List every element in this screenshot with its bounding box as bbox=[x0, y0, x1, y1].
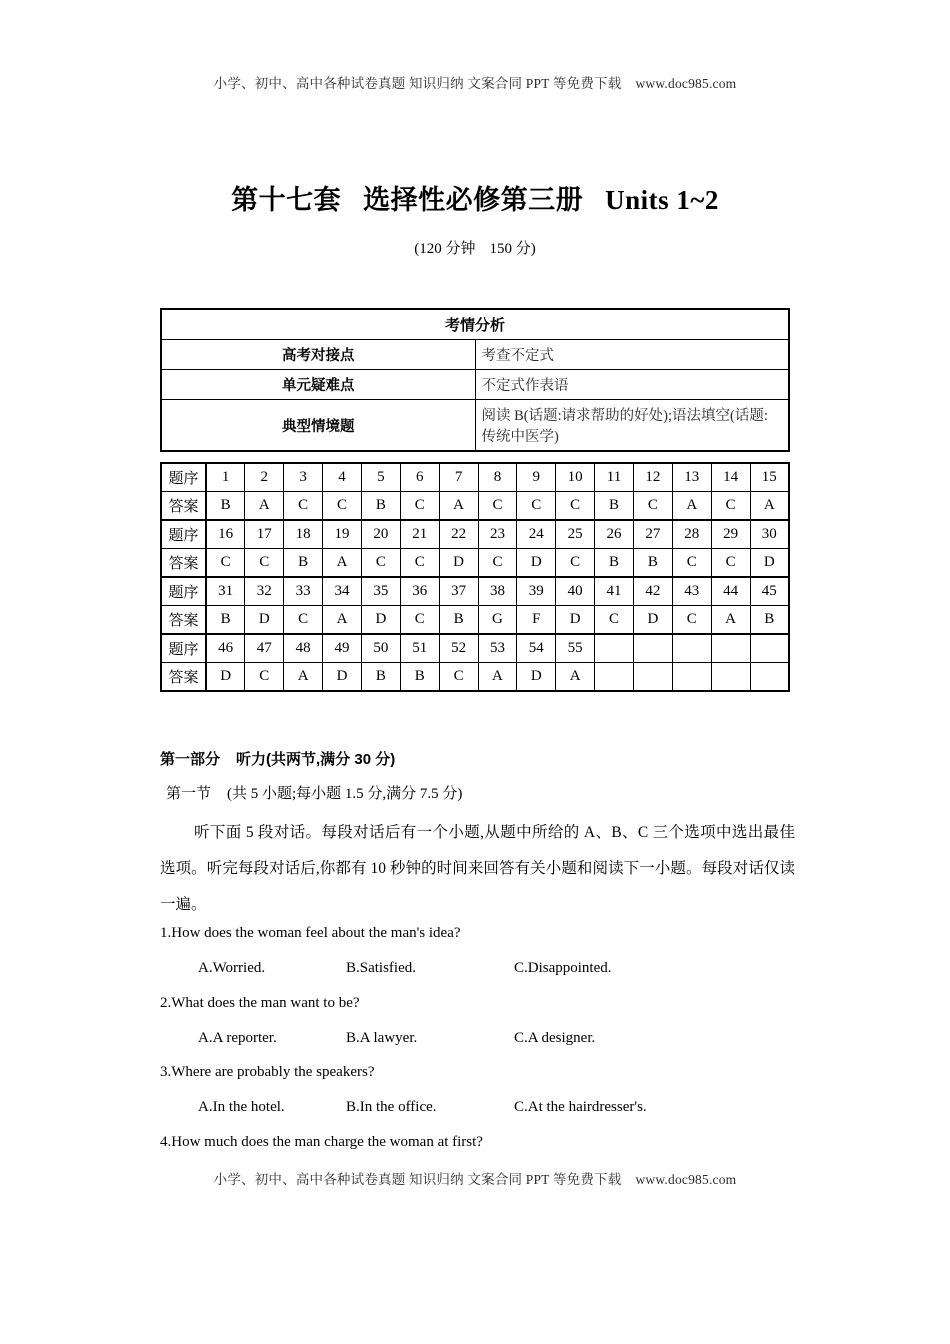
row-label-number: 题序 bbox=[161, 634, 206, 663]
answer-cell: A bbox=[284, 663, 323, 692]
answer-cell: C bbox=[517, 492, 556, 521]
answer-cell bbox=[711, 663, 750, 692]
question-number-cell: 1 bbox=[206, 463, 245, 492]
question-number-cell: 19 bbox=[323, 520, 362, 549]
table-row bbox=[161, 606, 789, 635]
answer-cell: B bbox=[400, 663, 439, 692]
answer-cell: C bbox=[595, 606, 634, 635]
question-number-cell: 51 bbox=[400, 634, 439, 663]
answer-cell: B bbox=[750, 606, 789, 635]
answer-cell: D bbox=[517, 663, 556, 692]
question-number-cell: 4 bbox=[323, 463, 362, 492]
question-number-cell: 40 bbox=[556, 577, 595, 606]
table-row bbox=[161, 663, 789, 692]
answer-cell: B bbox=[595, 492, 634, 521]
answer-cell: C bbox=[478, 492, 517, 521]
answer-cell: A bbox=[323, 549, 362, 578]
answer-cell: C bbox=[478, 549, 517, 578]
analysis-row bbox=[161, 370, 789, 400]
answer-cell: C bbox=[633, 492, 672, 521]
question-number-cell bbox=[633, 634, 672, 663]
title-book-label: 选择性必修第三册 bbox=[363, 185, 584, 215]
question-number-cell: 43 bbox=[672, 577, 711, 606]
answer-cell: A bbox=[245, 492, 284, 521]
question-number-cell: 34 bbox=[323, 577, 362, 606]
question-number-cell: 32 bbox=[245, 577, 284, 606]
answer-cell: A bbox=[478, 663, 517, 692]
question-number-cell: 14 bbox=[711, 463, 750, 492]
question-number-cell: 48 bbox=[284, 634, 323, 663]
analysis-row bbox=[161, 340, 789, 370]
analysis-row-value: 阅读 B(话题:请求帮助的好处);语法填空(话题:传统中医学) bbox=[475, 400, 789, 452]
question-number-cell: 24 bbox=[517, 520, 556, 549]
question-number-cell: 9 bbox=[517, 463, 556, 492]
question-number-cell: 42 bbox=[633, 577, 672, 606]
answer-cell: C bbox=[711, 549, 750, 578]
question-number-cell: 2 bbox=[245, 463, 284, 492]
answer-cell: B bbox=[206, 606, 245, 635]
answer-cell: C bbox=[284, 606, 323, 635]
table-row bbox=[161, 520, 789, 549]
question-number-cell: 29 bbox=[711, 520, 750, 549]
question-stem: 4.How much does the man charge the woman at first? bbox=[160, 1134, 483, 1150]
question-number-cell: 49 bbox=[323, 634, 362, 663]
answer-cell: C bbox=[400, 606, 439, 635]
answer-cell: D bbox=[323, 663, 362, 692]
question-number-cell: 23 bbox=[478, 520, 517, 549]
option-c[interactable]: C.Disappointed. bbox=[514, 960, 612, 976]
answer-cell: D bbox=[361, 606, 400, 635]
question-number-cell: 52 bbox=[439, 634, 478, 663]
watermark-text: 小学、初中、高中各种试卷真题 知识归纳 文案合同 PPT 等免费下载 bbox=[213, 76, 622, 91]
question-number-cell: 50 bbox=[361, 634, 400, 663]
question-options bbox=[160, 1099, 800, 1119]
question-number-cell: 45 bbox=[750, 577, 789, 606]
question-number-cell: 11 bbox=[595, 463, 634, 492]
watermark-text: 小学、初中、高中各种试卷真题 知识归纳 文案合同 PPT 等免费下载 bbox=[213, 1172, 622, 1187]
question-number-cell: 5 bbox=[361, 463, 400, 492]
answer-cell: B bbox=[361, 492, 400, 521]
question-stem: 2.What does the man want to be? bbox=[160, 995, 360, 1011]
row-label-number: 题序 bbox=[161, 463, 206, 492]
subtitle-time: (120 分钟 bbox=[414, 241, 476, 257]
question-number-cell: 20 bbox=[361, 520, 400, 549]
section-one-text: (共 5 小题;每小题 1.5 分,满分 7.5 分) bbox=[227, 786, 463, 802]
answer-cell: C bbox=[284, 492, 323, 521]
answer-cell: B bbox=[595, 549, 634, 578]
row-label-number: 题序 bbox=[161, 520, 206, 549]
answer-cell bbox=[595, 663, 634, 692]
watermark-url: www.doc985.com bbox=[635, 76, 737, 91]
question-number-cell: 12 bbox=[633, 463, 672, 492]
question-options bbox=[160, 960, 800, 980]
answer-cell: B bbox=[284, 549, 323, 578]
answer-cell: B bbox=[206, 492, 245, 521]
question-number-cell: 28 bbox=[672, 520, 711, 549]
question-number-cell: 41 bbox=[595, 577, 634, 606]
section-one-heading bbox=[166, 782, 462, 803]
answer-cell bbox=[672, 663, 711, 692]
question-number-cell: 47 bbox=[245, 634, 284, 663]
question-number-cell: 37 bbox=[439, 577, 478, 606]
analysis-table bbox=[160, 308, 790, 452]
part-one-label: 第一部分 bbox=[160, 751, 221, 768]
analysis-row-value: 不定式作表语 bbox=[475, 370, 789, 400]
question-number-cell: 7 bbox=[439, 463, 478, 492]
answer-cell: C bbox=[361, 549, 400, 578]
part-one-heading bbox=[160, 748, 395, 769]
answer-cell: B bbox=[439, 606, 478, 635]
answer-cell bbox=[750, 663, 789, 692]
row-label-answer: 答案 bbox=[161, 663, 206, 692]
answer-cell: D bbox=[556, 606, 595, 635]
title-units-label: Units 1~2 bbox=[605, 185, 719, 215]
answer-cell: F bbox=[517, 606, 556, 635]
answer-cell: C bbox=[206, 549, 245, 578]
answer-cell: D bbox=[245, 606, 284, 635]
analysis-row-value: 考查不定式 bbox=[475, 340, 789, 370]
answer-cell: C bbox=[245, 549, 284, 578]
answer-cell: C bbox=[556, 492, 595, 521]
answer-cell: A bbox=[672, 492, 711, 521]
question-number-cell: 21 bbox=[400, 520, 439, 549]
question-number-cell: 30 bbox=[750, 520, 789, 549]
table-row bbox=[161, 577, 789, 606]
question-options bbox=[160, 1030, 800, 1050]
page-title bbox=[0, 178, 950, 217]
analysis-row-label: 典型情境题 bbox=[161, 400, 475, 452]
question-number-cell: 10 bbox=[556, 463, 595, 492]
answer-cell: C bbox=[672, 606, 711, 635]
question-number-cell: 18 bbox=[284, 520, 323, 549]
question-number-cell: 13 bbox=[672, 463, 711, 492]
answer-cell: B bbox=[633, 549, 672, 578]
title-set-label: 第十七套 bbox=[231, 185, 342, 215]
question-number-cell: 53 bbox=[478, 634, 517, 663]
row-label-answer: 答案 bbox=[161, 606, 206, 635]
question-number-cell: 55 bbox=[556, 634, 595, 663]
answer-cell: D bbox=[517, 549, 556, 578]
option-b[interactable]: B.In the office. bbox=[346, 1099, 437, 1115]
answer-cell: A bbox=[711, 606, 750, 635]
answer-cell: G bbox=[478, 606, 517, 635]
analysis-row-label: 高考对接点 bbox=[161, 340, 475, 370]
question-stem: 1.How does the woman feel about the man's idea? bbox=[160, 925, 461, 941]
page-subtitle bbox=[0, 237, 950, 258]
answer-cell: A bbox=[556, 663, 595, 692]
question-number-cell: 35 bbox=[361, 577, 400, 606]
answer-cell: C bbox=[556, 549, 595, 578]
answer-cell: C bbox=[439, 663, 478, 692]
question-number-cell: 31 bbox=[206, 577, 245, 606]
question-number-cell: 22 bbox=[439, 520, 478, 549]
listening-instruction: 听下面 5 段对话。每段对话后有一个小题,从题中所给的 A、B、C 三个选项中选出最佳选项。听完每段对话后,你都有 10 秒钟的时间来回答有关小题和阅读下一小题。每段对话仅读一遍。 bbox=[160, 824, 795, 913]
question-number-cell: 8 bbox=[478, 463, 517, 492]
question-number-cell bbox=[750, 634, 789, 663]
answer-cell: A bbox=[439, 492, 478, 521]
answer-cell: C bbox=[711, 492, 750, 521]
table-row bbox=[161, 634, 789, 663]
answer-cell: C bbox=[323, 492, 362, 521]
table-row bbox=[161, 549, 789, 578]
answer-key-table bbox=[160, 462, 790, 692]
answer-cell: B bbox=[361, 663, 400, 692]
question-number-cell: 38 bbox=[478, 577, 517, 606]
option-b[interactable]: B.Satisfied. bbox=[346, 960, 416, 976]
option-a[interactable]: A.Worried. bbox=[198, 960, 266, 976]
answer-cell: C bbox=[400, 492, 439, 521]
analysis-row bbox=[161, 400, 789, 452]
option-a[interactable]: A.A reporter. bbox=[198, 1030, 277, 1046]
question-number-cell bbox=[711, 634, 750, 663]
question-number-cell: 46 bbox=[206, 634, 245, 663]
analysis-row-label: 单元疑难点 bbox=[161, 370, 475, 400]
answer-cell: D bbox=[633, 606, 672, 635]
section-one-label: 第一节 bbox=[166, 786, 212, 802]
option-b[interactable]: B.A lawyer. bbox=[346, 1030, 418, 1046]
question-number-cell: 36 bbox=[400, 577, 439, 606]
analysis-header-row bbox=[161, 309, 789, 340]
analysis-header-cell: 考情分析 bbox=[161, 309, 789, 340]
question-number-cell: 15 bbox=[750, 463, 789, 492]
answer-cell: C bbox=[400, 549, 439, 578]
answer-cell bbox=[633, 663, 672, 692]
answer-cell: D bbox=[750, 549, 789, 578]
option-a[interactable]: A.In the hotel. bbox=[198, 1099, 285, 1115]
question-number-cell: 33 bbox=[284, 577, 323, 606]
option-c[interactable]: C.At the hairdresser's. bbox=[514, 1099, 647, 1115]
row-label-answer: 答案 bbox=[161, 549, 206, 578]
answer-cell: D bbox=[439, 549, 478, 578]
question-number-cell: 16 bbox=[206, 520, 245, 549]
question-number-cell: 17 bbox=[245, 520, 284, 549]
question-stem: 3.Where are probably the speakers? bbox=[160, 1064, 375, 1080]
watermark-bottom bbox=[0, 1168, 950, 1188]
answer-cell: A bbox=[323, 606, 362, 635]
watermark-url: www.doc985.com bbox=[635, 1172, 737, 1187]
question-number-cell: 6 bbox=[400, 463, 439, 492]
row-label-answer: 答案 bbox=[161, 492, 206, 521]
question-number-cell bbox=[595, 634, 634, 663]
question-number-cell bbox=[672, 634, 711, 663]
question-number-cell: 25 bbox=[556, 520, 595, 549]
answer-cell: C bbox=[245, 663, 284, 692]
answer-cell: C bbox=[672, 549, 711, 578]
question-number-cell: 27 bbox=[633, 520, 672, 549]
question-number-cell: 44 bbox=[711, 577, 750, 606]
table-row bbox=[161, 463, 789, 492]
part-one-text: 听力(共两节,满分 30 分) bbox=[236, 751, 396, 768]
question-number-cell: 3 bbox=[284, 463, 323, 492]
row-label-number: 题序 bbox=[161, 577, 206, 606]
subtitle-score: 150 分) bbox=[489, 241, 536, 257]
answer-cell: D bbox=[206, 663, 245, 692]
question-number-cell: 39 bbox=[517, 577, 556, 606]
watermark-top bbox=[0, 72, 950, 92]
question-number-cell: 26 bbox=[595, 520, 634, 549]
answer-cell: A bbox=[750, 492, 789, 521]
question-number-cell: 54 bbox=[517, 634, 556, 663]
option-c[interactable]: C.A designer. bbox=[514, 1030, 596, 1046]
table-row bbox=[161, 492, 789, 521]
